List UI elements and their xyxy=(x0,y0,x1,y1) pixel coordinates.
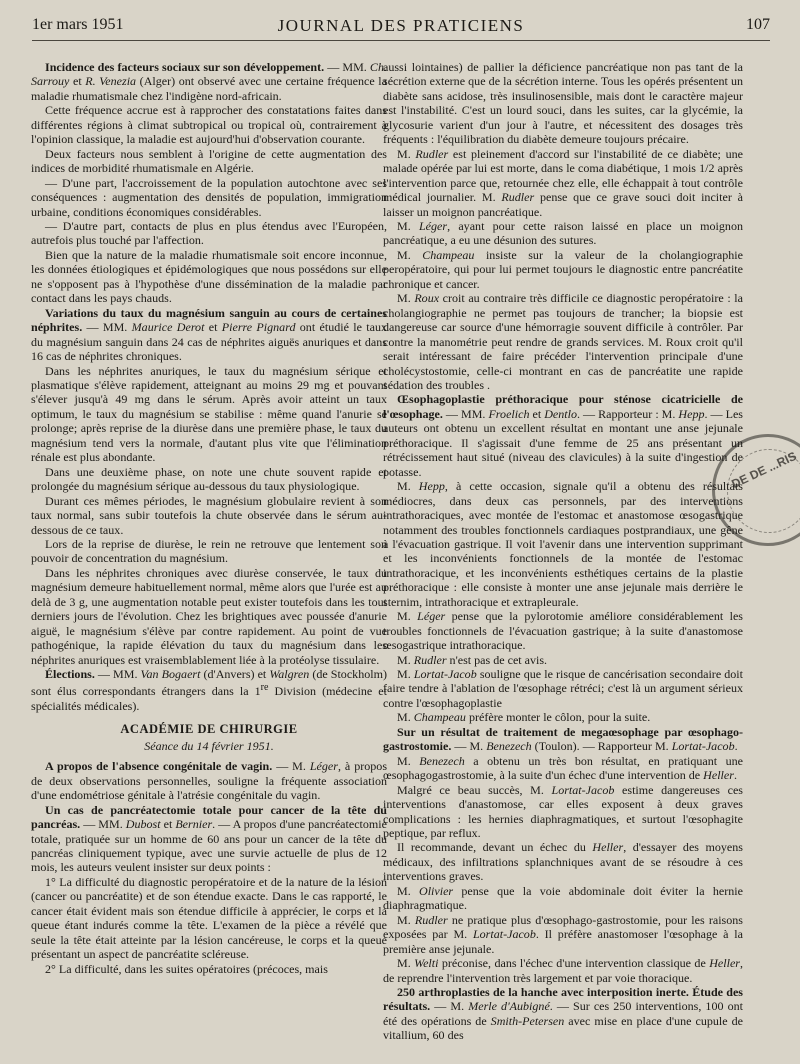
paragraph: — D'autre part, contacts de plus en plus étendus avec l'Européen, autrefois plus touché par l'affection. xyxy=(31,218,387,248)
paragraph: Dans les néphrites chroniques avec diurèse conservée, le taux du magnésium demeure habituellement normal, même alors que l'urée est au delà de 3 g, une augmentation notable peut exister toutefois dans les tout derniers jours de l'évolution. Chez les brightiques avec poussée d'anurie aiguë, le magnésium s'élève par contre rapidement. Au point de vue pathogénique, la rapide élévation du taux du magnésium dans les néphrites anuriques est vraisemblablement liée à la protéolyse tissulaire. xyxy=(31,565,387,667)
paragraph: M. Olivier pense que la voie abdominale doit éviter la hernie diaphragmatique. xyxy=(383,883,743,913)
paragraph: Dans une deuxième phase, on note une chute souvent rapide et prolongée du magnésium sérique au-dessous du taux physiologique. xyxy=(31,464,387,494)
paragraph: 1° La difficulté du diagnostic peropératoire et de la nature de la lésion (cancer ou pancréatite) et de son étendue exacte. Dans le cas rapporté, le cancer était évident mais son étendue difficile à apprécier, le corps et la queue étant indurés comme la tête. L'examen de la pièce a révélé que seule la tête était atteinte par la lésion cancéreuse, le corps et la queue présentant un aspect de pancréatite scléreuse. xyxy=(31,874,387,962)
paragraph: Dans les néphrites anuriques, le taux du magnésium sérique et plasmatique s'élève rapidement, atteignant au moins 29 mg et pouvant s'élever jusqu'à 49 mg dans le sérum. Après avoir atteint un taux optimum, le taux du magnésium se stabilise : même quand l'anurie se prolonge; après reprise de la diurèse dans une première phase, le taux du magnésium tend vers la normale, d'autant plus vite que l'élimination rénale est plus abondante. xyxy=(31,363,387,465)
paragraph: M. Lortat-Jacob souligne que le risque de cancérisation secondaire doit faire tendre à l'ablation de l'œsophage rétréci; c'est là un argument sérieux contre l'œsophagoplastie xyxy=(383,667,743,710)
paragraph: Élections. — MM. Van Bogaert (d'Anvers) et Walgren (de Stockholm) sont élus correspondants étrangers dans la 1re Division (médecine et spécialités médicales). xyxy=(31,667,387,713)
paragraph: Variations du taux du magnésium sanguin au cours de certaines néphrites. — MM. Maurice Derot et Pierre Pignard ont étudié le taux du magnésium sanguin dans 24 cas de néphrites aiguës anuriques et dans 16 cas de néphrites chroniques. xyxy=(31,305,388,364)
paragraph: M. Champeau préfère monter le côlon, pour la suite. xyxy=(397,710,651,725)
paragraph: Il recommande, devant un échec du Heller, d'essayer des moyens médicaux, des infiltrations splanchniques avant de se résoudre à ces interventions graves. xyxy=(383,840,743,884)
running-header xyxy=(32,14,770,41)
paragraph: 2° La difficulté, dans les suites opératoires (précoces, mais xyxy=(45,961,328,976)
section-heading: ACADÉMIE DE CHIRURGIE xyxy=(120,722,298,737)
paragraph: M. Hepp, à cette occasion, signale qu'il a obtenu des résultats médiocres, dans deux cas personnels, par des interventions intrathoraciques, avec montée de l'estomac et anastomose œsogastrique notamment des troubles fonctionnels cardiaques postprandiaux, une gêne à l'évacuation gastrique. Il voit l'avenir dans une intervention supprimant et les inconvénients fonctionnels de la montée de l'estomac intrathoracique, et les inconvénients esthétiques certains de la plastie préthoracique : elle consiste à monter une anse jejunale mais derrière le sternim, intrathoracique et extrapleurale. xyxy=(383,479,743,609)
paragraph: Bien que la nature de la maladie rhumatismale soit encore inconnue, les données étiologiques et épidémologiques que nous possédons sur elle ne s'opposent pas à l'hypothèse d'une dissémination de la maladie par contact dans les pays chauds. xyxy=(31,247,387,306)
paragraph: M. Rudler n'est pas de cet avis. xyxy=(397,652,548,667)
page-number: 107 xyxy=(746,16,770,33)
issue-date: 1er mars 1951 xyxy=(32,16,124,33)
right-column xyxy=(383,60,743,1043)
paragraph: M. Rudler ne pratique plus d'œsophago-gastrostomie, pour les raisons exposées par M. Lortat-Jacob. Il préfère anastomoser l'œsophage à la première anse jejunale. xyxy=(383,912,743,956)
left-column xyxy=(31,60,387,976)
session-date: Séance du 14 février 1951. xyxy=(144,738,274,753)
paragraph: Deux facteurs nous semblent à l'origine de cette augmentation des indices de morbidité rhumatismale en Algérie. xyxy=(31,146,387,176)
stamp-text: DE DE ...RIS xyxy=(729,448,799,492)
paragraph: Malgré ce beau succès, M. Lortat-Jacob estime dangereuses ces interventions d'anastomose, car elles exposent à deux graves complications : les hernies diaphragmatiques, et surtout l'œsophagite peptique, par reflux. xyxy=(383,782,743,841)
journal-title: JOURNAL DES PRATICIENS xyxy=(277,16,525,35)
paragraph: M. Benezech a obtenu un très bon résultat, en pratiquant une œsophagogastrostomie, à la suite d'un échec d'une intervention de Heller. xyxy=(383,753,743,783)
paragraph: M. Welti préconise, dans l'échec d'une intervention classique de Heller, de reprendre l'intervention très largement et par voie thoracique. xyxy=(383,956,743,985)
paragraph: M. Roux croit au contraire très difficile ce diagnostic peropératoire : la cholangiographie ne permet pas toujours de trancher; la biopsie est dangereuse car source d'une hémorragie souvent difficile à contrôler. Par contre la manométrie peut rendre de grands services. M. Roux croit qu'il serait intéressant de faire précéder l'intervention principale d'une cholécystostomie, celle-ci montrant en cas de pancréatite une rapide sédation des troubles . xyxy=(383,291,743,392)
paragraph: Cette fréquence accrue est à rapprocher des constatations faites dans différentes régions à climat subtropical ou tropical où, contrairement à l'opinion classique, la maladie est aujourd'hui d'observation courante. xyxy=(31,103,387,147)
paragraph: 250 arthroplasties de la hanche avec interposition inerte. Étude des résultats. — M. Merle d'Aubigné. — Sur ces 250 interventions, 100 ont été des opérations de Smith-Petersen avec mise en place d'une cupule de vitallium, 60 des xyxy=(383,985,743,1043)
paragraph: A propos de l'absence congénitale de vagin. — M. Léger, à propos de deux observations personnelles, souligne la fréquente association d'une endométriose génitale à l'atrésie congénitale du vagin. xyxy=(31,759,388,803)
paragraph: Sur un résultat de traitement de megaœsophage par œsophago-gastrostomie. — M. Benezech (Toulon). — Rapporteur M. Lortat-Jacob. xyxy=(383,724,743,754)
paragraph: M. Léger, ayant pour cette raison laissé en place un moignon pancréatique, a eu une désunion des sutures. xyxy=(383,218,743,248)
paragraph: Incidence des facteurs sociaux sur son développement. — MM. Ch. Sarrouy et R. Venezia (Alger) ont observé avec une certaine fréquence la maladie rhumatismale chez l'indigène nord-africain. xyxy=(31,60,388,103)
paragraph: — D'une part, l'accroissement de la population autochtone avec ses conséquences : augmentation des densités de population, immigration urbaine, conditions économiques considérables. xyxy=(31,175,387,219)
paragraph: aussi lointaines) de pallier la déficience pancréatique non pas tant de la sécrétion externe que de la sécrétion interne. Tous les opérés présentent un diabète sans acidose, très insulinosensible, mais dont le caractère majeur est l'instabilité. C'est un lourd souci, dans les suites, car la glycémie, la glycosurie varient d'un jour à l'autre, et nécessitent des dosages très fréquents : l'équilibration du diabète demeure toujours précaire. xyxy=(383,60,743,147)
paragraph: Œsophagoplastie préthoracique pour sténose cicatricielle de l'œsophage. — MM. Froelich et Dentlo. — Rapporteur : M. Hepp. — Les auteurs ont obtenu un excellent résultat en montant une anse jejunale préthoracique. Il s'agissait d'une femme de 25 ans présentant un rétrécissement haut situé (niveau des clavicules) à la suite d'ingestion de potasse. xyxy=(383,392,743,479)
paragraph: M. Champeau insiste sur la valeur de la cholangiographie peropératoire, qui pour lui permet toujours le diagnostic entre pancréatite chronique et cancer. xyxy=(383,247,743,291)
paragraph: M. Léger pense que la pylorotomie améliore considérablement les troubles fonctionnels de l'évacuation gastrique; à la suite d'anastomose œsogastrique intrathoracique. xyxy=(383,609,743,653)
paragraph: M. Rudler est pleinement d'accord sur l'instabilité de ce diabète; une malade opérée par lui est morte, dans le coma diabétique, 1 mois 1/2 après l'intervention parce que, retournée chez elle, elle échappait à tout contrôle médical journalier. M. Rudler pense que ce grave souci doit inciter à laisser un moignon pancréatique. xyxy=(383,146,743,219)
paragraph: Un cas de pancréatectomie totale pour cancer de la tête du pancréas. — MM. Dubost et Bernier. — A propos d'une pancréatectomie totale, pratiquée sur un homme de 60 ans pour un cancer de la tête du pancréas cliniquement typique, avec une survie actuelle de plus de 12 mois, les auteurs veulent insister sur deux points : xyxy=(31,802,387,875)
paragraph: Lors de la reprise de diurèse, le rein ne retrouve que lentement son pouvoir de concentration du magnésium. xyxy=(31,536,387,566)
paragraph: Durant ces mêmes périodes, le magnésium globulaire revient à son taux normal, sans subir toutefois la chute observée dans le sérum au-dessous de ce taux. xyxy=(31,493,387,537)
